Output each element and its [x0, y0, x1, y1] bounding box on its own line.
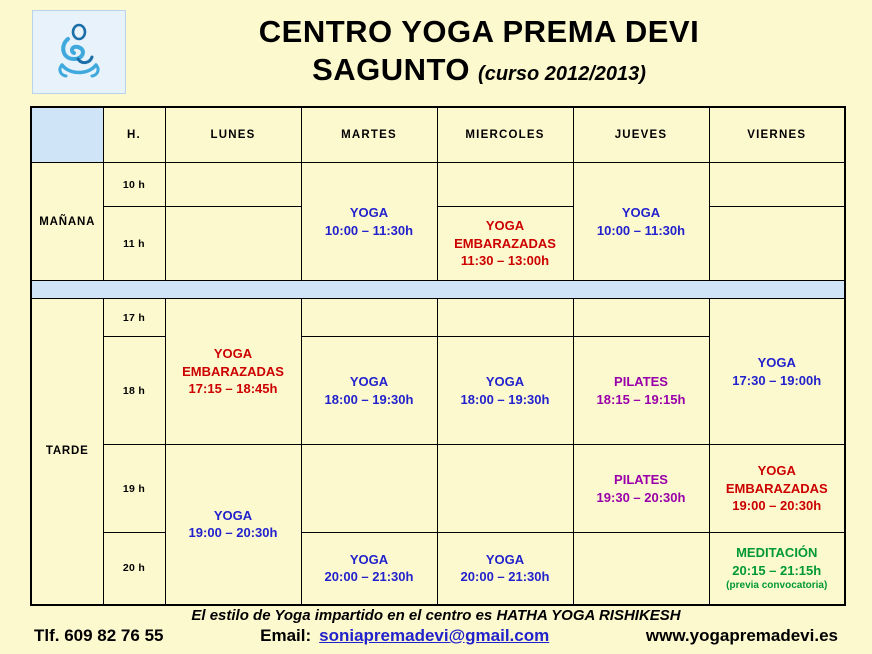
cell-lunes-10 — [165, 163, 301, 207]
footer-contact — [0, 626, 872, 654]
hour-17: 17 h — [103, 299, 165, 337]
class-block: PILATES 18:15 – 19:15h — [596, 373, 686, 407]
cell-lunes-11 — [165, 207, 301, 281]
class-block: YOGA 20:00 – 21:30h — [460, 551, 550, 585]
class-block: YOGA 20:00 – 21:30h — [324, 551, 414, 585]
cell-miercoles-embarazadas — [437, 207, 573, 281]
table-spacer-row — [31, 281, 845, 299]
header-lunes: LUNES — [165, 107, 301, 163]
cell-miercoles-17 — [437, 299, 573, 337]
period-label-afternoon: TARDE — [31, 299, 103, 605]
table-row — [31, 299, 845, 337]
table-row — [31, 207, 845, 281]
class-block: YOGA 10:00 – 11:30h — [324, 204, 414, 238]
cell-jueves-pilates1 — [573, 337, 709, 445]
cell-viernes-11 — [709, 207, 845, 281]
cell-jueves-20 — [573, 533, 709, 605]
header-viernes: VIERNES — [709, 107, 845, 163]
om-lotus-logo-icon — [48, 19, 110, 85]
cell-martes-tarde1 — [301, 337, 437, 445]
footer-email-group — [260, 626, 549, 646]
cell-martes-19 — [301, 445, 437, 533]
schedule-table — [30, 106, 846, 606]
header-corner — [31, 107, 103, 163]
cell-martes-manana — [301, 163, 437, 281]
cell-lunes-embarazadas — [165, 299, 301, 445]
class-block: YOGA 18:00 – 19:30h — [324, 373, 414, 407]
table-row — [31, 445, 845, 533]
table-row — [31, 163, 845, 207]
page-title: CENTRO YOGA PREMA DEVI — [258, 14, 700, 49]
cell-viernes-yoga1 — [709, 299, 845, 445]
hour-18: 18 h — [103, 337, 165, 445]
cell-viernes-embarazadas — [709, 445, 845, 533]
hour-11: 11 h — [103, 207, 165, 281]
header-hour: H. — [103, 107, 165, 163]
course-year: (curso 2012/2013) — [478, 62, 646, 85]
header-miercoles: MIERCOLES — [437, 107, 573, 163]
cell-miercoles-19 — [437, 445, 573, 533]
cell-lunes-yoga2 — [165, 445, 301, 605]
class-block: YOGA EMBARAZADAS 19:00 – 20:30h — [725, 463, 828, 514]
hour-10: 10 h — [103, 163, 165, 207]
page-header — [0, 0, 872, 98]
logo-box — [32, 10, 126, 94]
cell-martes-17 — [301, 299, 437, 337]
title-block — [126, 8, 872, 87]
class-block: YOGA 19:00 – 20:30h — [188, 507, 278, 541]
footer-tagline: El estilo de Yoga impartido en el centro es HATHA YOGA RISHIKESH — [191, 607, 681, 624]
header-martes: MARTES — [301, 107, 437, 163]
hour-20: 20 h — [103, 533, 165, 605]
cell-miercoles-tarde2 — [437, 533, 573, 605]
table-row — [31, 533, 845, 605]
footer-phone: Tlf. 609 82 76 55 — [34, 626, 164, 645]
class-block: YOGA 10:00 – 11:30h — [596, 204, 686, 238]
class-block: YOGA 18:00 – 19:30h — [460, 373, 550, 407]
cell-jueves-17 — [573, 299, 709, 337]
class-block: PILATES 19:30 – 20:30h — [596, 471, 686, 505]
cell-jueves-pilates2 — [573, 445, 709, 533]
footer-website: www.yogapremadevi.es — [645, 626, 838, 645]
table-header-row — [31, 107, 845, 163]
cell-miercoles-tarde1 — [437, 337, 573, 445]
cell-martes-tarde2 — [301, 533, 437, 605]
cell-jueves-manana — [573, 163, 709, 281]
cell-miercoles-10 — [437, 163, 573, 207]
class-block: YOGA 17:30 – 19:00h — [732, 354, 822, 388]
footer-email-link[interactable]: soniapremadevi@gmail.com — [319, 626, 550, 645]
page-footer — [0, 607, 872, 654]
cell-viernes-10 — [709, 163, 845, 207]
spacer-cell — [31, 281, 845, 299]
page-subtitle: SAGUNTO — [312, 51, 471, 87]
class-block: YOGA EMBARAZADAS 11:30 – 13:00h — [454, 218, 556, 269]
period-label-morning: MAÑANA — [31, 163, 103, 281]
class-block: MEDITACIÓN 20:15 – 21:15h (previa convocatoria) — [726, 544, 828, 592]
class-block: YOGA EMBARAZADAS 17:15 – 18:45h — [182, 346, 284, 397]
schedule-table-wrap — [30, 106, 842, 606]
cell-viernes-meditacion — [709, 533, 845, 605]
header-jueves: JUEVES — [573, 107, 709, 163]
hour-19: 19 h — [103, 445, 165, 533]
footer-email-label: Email: — [260, 626, 312, 645]
